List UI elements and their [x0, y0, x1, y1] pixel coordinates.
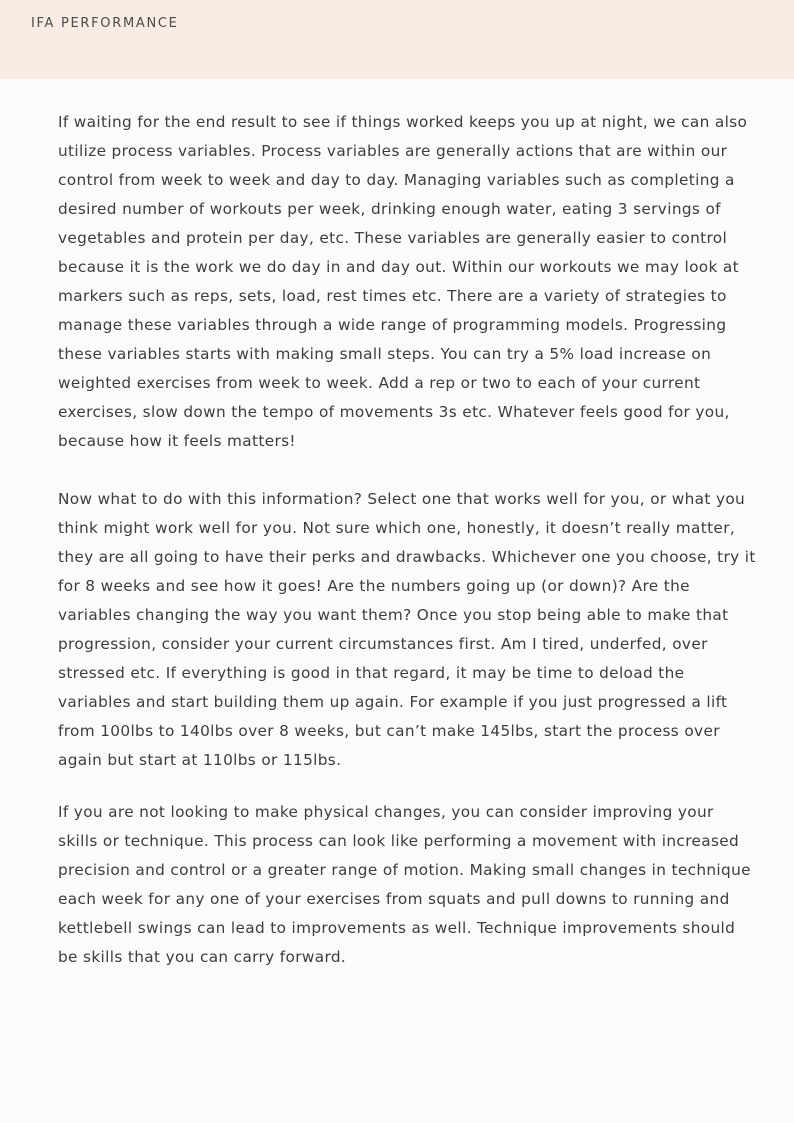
paragraph-using-information: Now what to do with this information? Select one that works well for you, or what you think might work well for you. Not sure which one, honestly, it doesn’t really matter, they are all going to have their perks and drawbacks. Whichever one you choose, try it for 8 weeks and see how it goes! Are the numbers going up (or down)? Are the variables changing the way you want them? Once you stop being able to make that progression, consider your current circumstances first. Am I tired, underfed, over stressed etc. If everything is good in that regard, it may be time to deload the variables and start building them up again. For example if you just progressed a lift from 100lbs to 140lbs over 8 weeks, but can’t make 145lbs, start the process over again but start at 110lbs or 115lbs. — [58, 490, 756, 769]
paragraph-process-variables: If waiting for the end result to see if things worked keeps you up at night, we can also utilize process variables. Process variables are generally actions that are within our control from week to week and day to day. Managing variables such as completing a desired number of workouts per week, drinking enough water, eating 3 servings of vegetables and protein per day, etc. These variables are generally easier to control because it is the work we do day in and day out. Within our workouts we may look at markers such as reps, sets, load, rest times etc. There are a variety of strategies to manage these variables through a wide range of programming models. Progressing these variables starts with making small steps. You can try a 5% load increase on weighted exercises from week to week. Add a rep or two to each of your current exercises, slow down the tempo of movements 3s etc. Whatever feels good for you, because how it feels matters! — [58, 113, 748, 450]
page-header — [0, 0, 794, 79]
article-body — [58, 108, 758, 972]
paragraph-technique: If you are not looking to make physical changes, you can consider improving your skills or technique. This process can look like performing a movement with increased precision and control or a greater range of motion. Making small changes in technique each week for any one of your exercises from squats and pull downs to running and kettlebell swings can lead to improvements as well. Technique improvements should be skills that you can carry forward. — [58, 803, 751, 966]
brand-name: IFA PERFORMANCE — [31, 16, 179, 31]
